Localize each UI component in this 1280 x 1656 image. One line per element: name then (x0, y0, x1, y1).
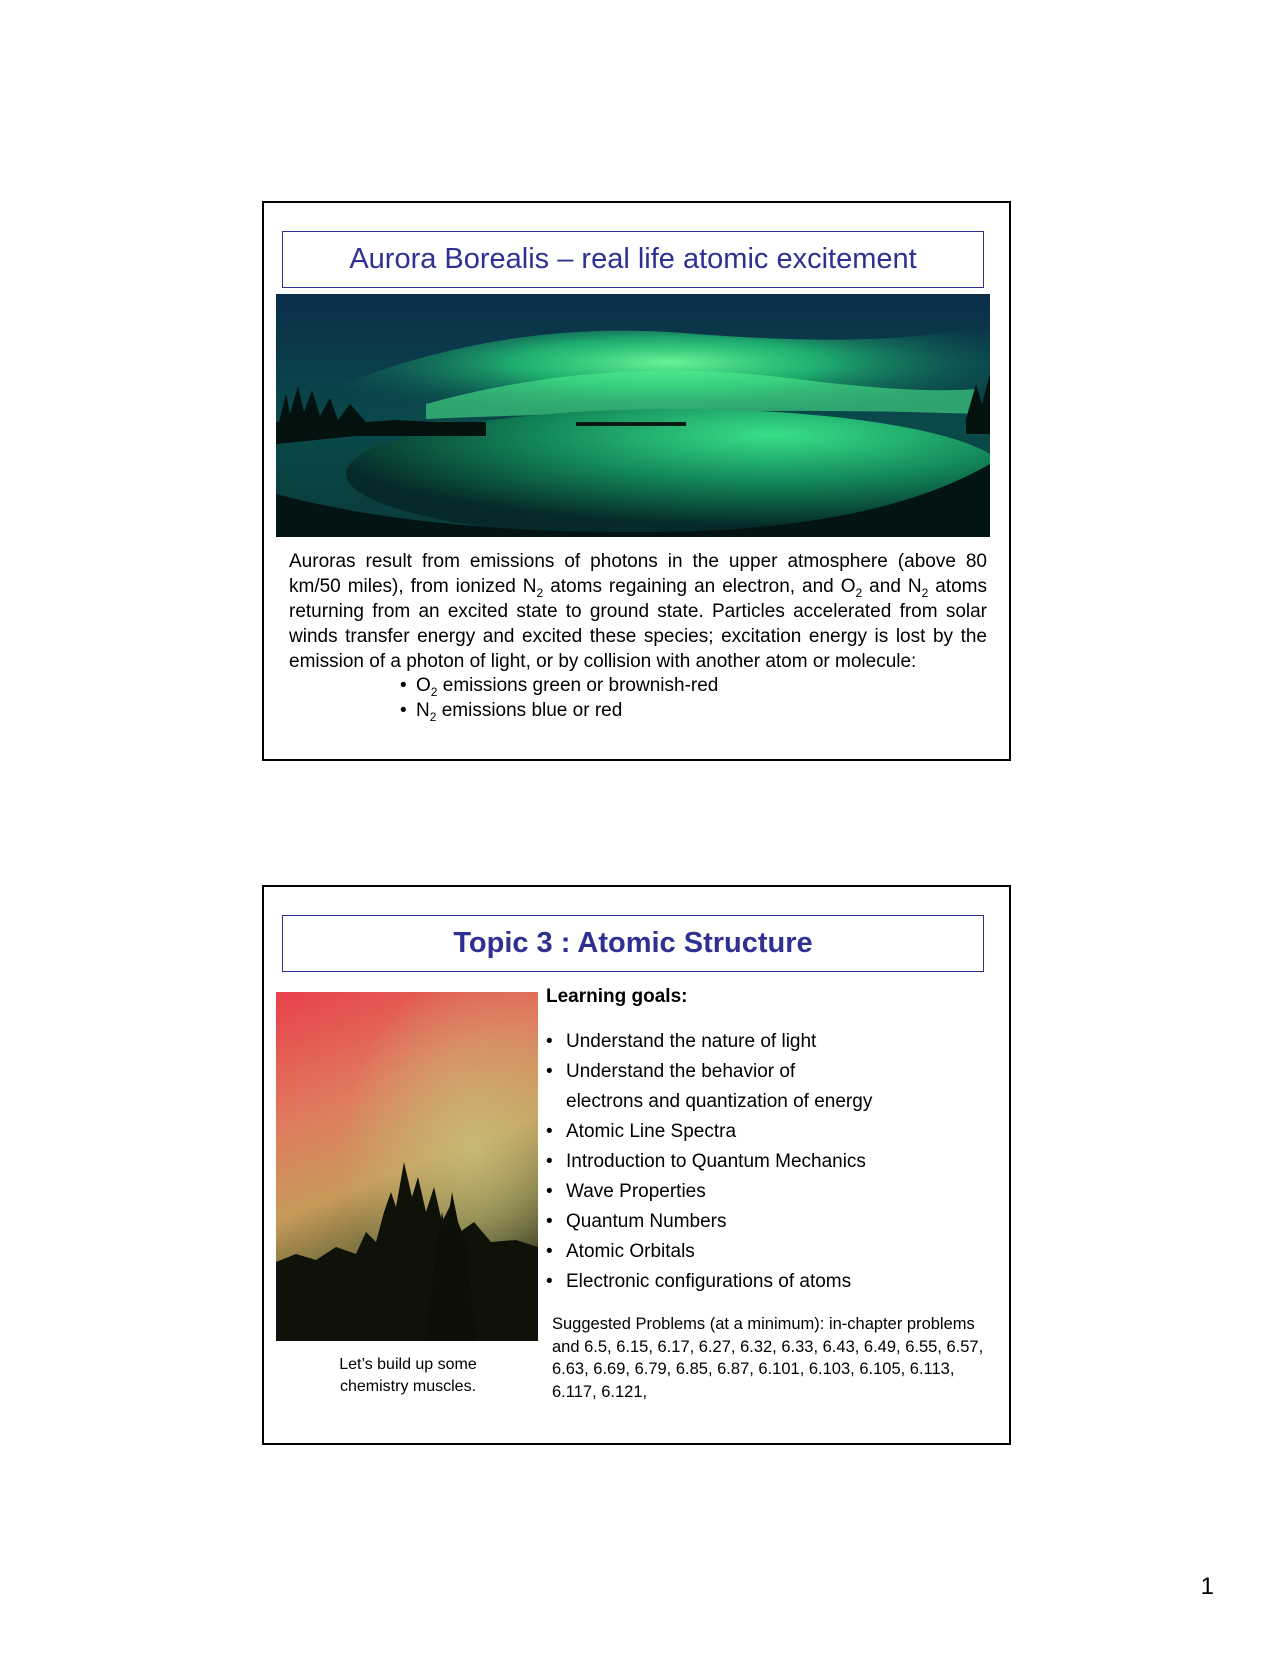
learning-goals-heading: Learning goals: (546, 986, 688, 1007)
list-item: • Atomic Line Spectra (546, 1117, 872, 1147)
page-number: 1 (1200, 1573, 1214, 1600)
red-aurora-photo (276, 992, 538, 1341)
image-caption (308, 1354, 508, 1398)
list-item: • $O_2$ emissions green or brownish-red (400, 673, 718, 698)
suggested-problems: Suggested Problems (at a minimum): in-chapter problems and 6.5, 6.15, 6.17, 6.27, 6.32, 6.33, 6.43, 6.49, 6.55, 6.57, 6.63, 6.69, 6.79, 6.85, 6.87, 6.101, 6.103, 6.105, 6.113, 6.117, 6.121, (552, 1315, 984, 1401)
list-item: • Understand the nature of light (546, 1027, 872, 1057)
slide-title: Aurora Borealis – real life atomic excitement (282, 231, 984, 288)
list-item: • Understand the behavior of electrons and quantization of energy (546, 1057, 872, 1117)
learning-goals-list (546, 1027, 872, 1297)
aurora-photo (276, 294, 990, 537)
caption-line: Let’s build up some (339, 1356, 477, 1373)
emission-list (400, 673, 718, 723)
slide-aurora-borealis (262, 201, 1011, 761)
aurora-explanation: Auroras result from emissions of photons in the upper atmosphere (above 80 km/50 miles), from ionized $N_2$ atoms regaining an electron, and $O_2$ and $N_2$ atoms returning from an excited state to ground state. Particles accelerated from solar winds transfer energy and excited these species; excitation energy is lost by the emission of a photon of light, or by collision with another atom or molecule: (289, 551, 988, 672)
slide-atomic-structure (262, 885, 1011, 1445)
list-item: • Electronic configurations of atoms (546, 1267, 872, 1297)
caption-line: chemistry muscles. (339, 1378, 477, 1395)
list-item: • Introduction to Quantum Mechanics (546, 1147, 872, 1177)
list-item: • $N_2$ emissions blue or red (400, 698, 718, 723)
slide-title: Topic 3 : Atomic Structure (282, 915, 984, 972)
list-item: • Quantum Numbers (546, 1207, 872, 1237)
list-item: • Wave Properties (546, 1177, 872, 1207)
list-item: • Atomic Orbitals (546, 1237, 872, 1267)
